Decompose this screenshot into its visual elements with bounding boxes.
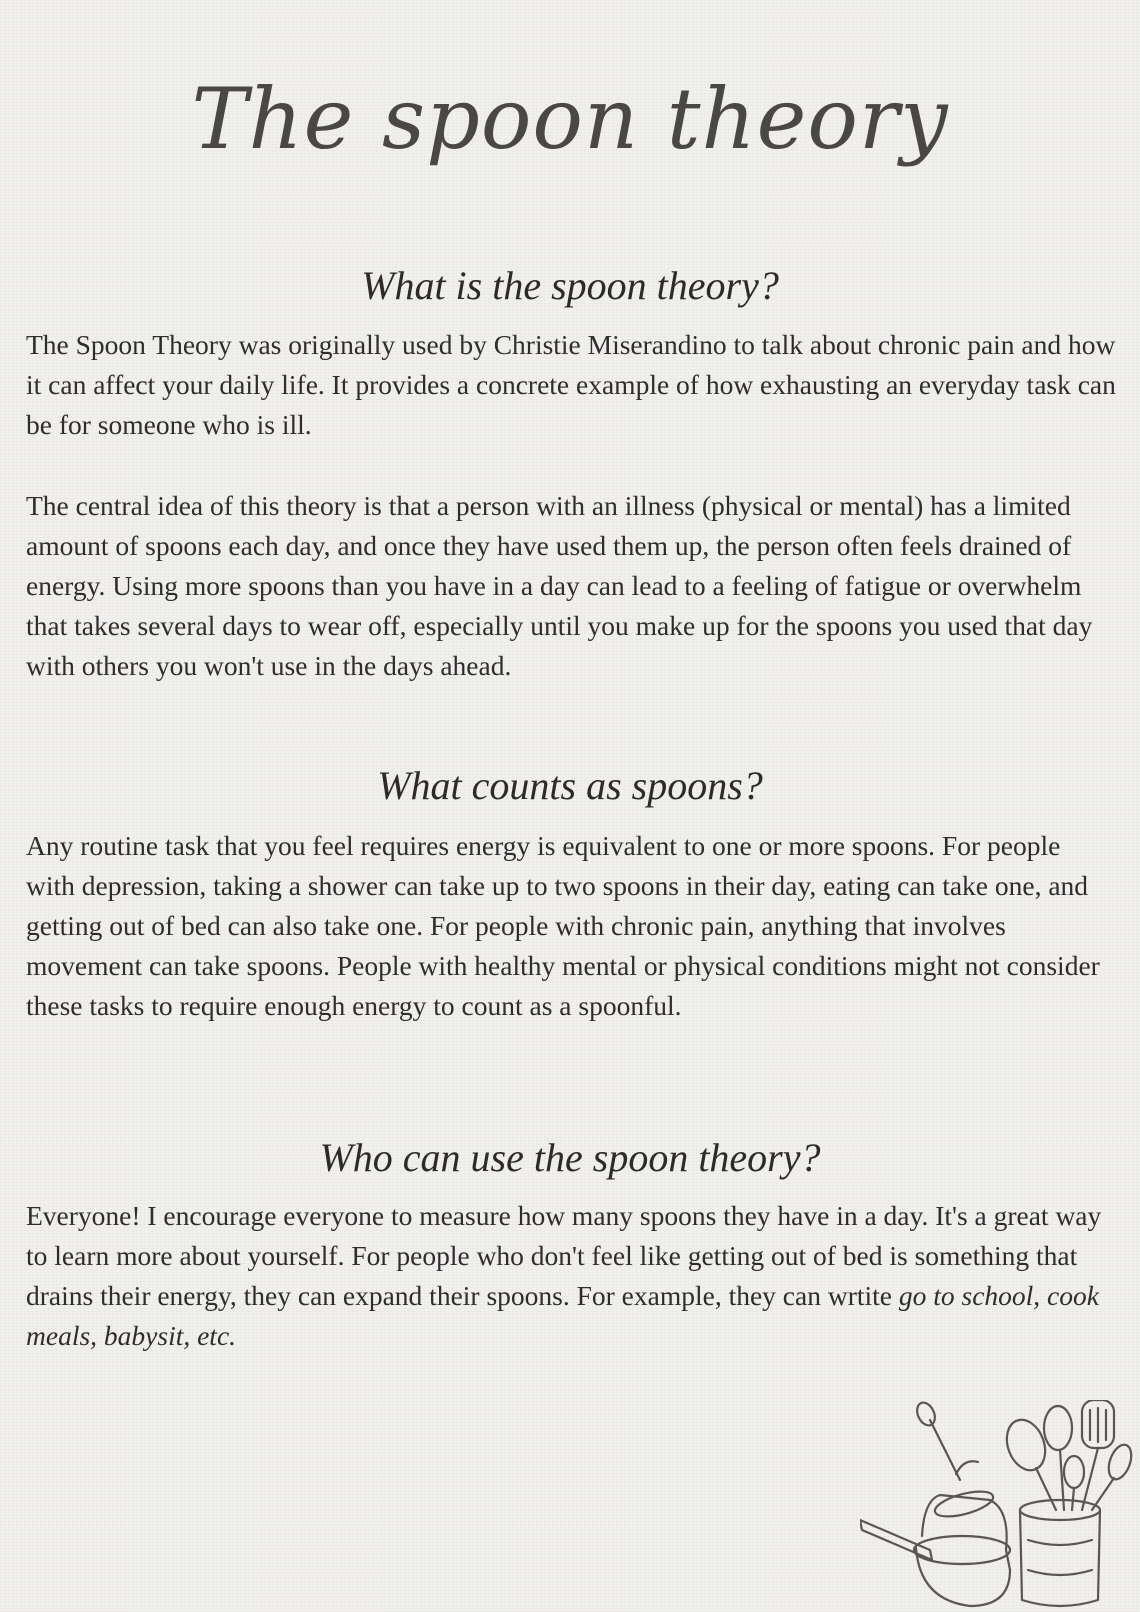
page-title: The spoon theory [191, 70, 949, 168]
examples-text: go to school, cook meals, babysit, etc. [26, 1280, 1099, 1351]
paragraph-what-is-2: The central idea of this theory is that a person with an illness (physical or mental) has a limited amount of spoons each day, and once they have used them up, the person often feels drained of energy. Using more spoons than you have in a day can lead to a feeling of fatigue or overwhelm that takes several days to wear off, especially until you make up for the spoons you used that day with others you won't use in the days ahead. [26, 490, 1093, 681]
heading-what-is: What is the spoon theory? [361, 263, 779, 308]
paragraph-what-is-1: The Spoon Theory was originally used by Christie Miserandino to talk about chronic pain and how it can affect your daily life. It provides a concrete example of how exhausting an everyday task can be for someone who is ill. [26, 329, 1116, 440]
kitchen-utensils-icon [860, 1400, 1140, 1612]
heading-what-counts: What counts as spoons? [377, 763, 763, 808]
paragraph-who-can-use-text: Everyone! I encourage everyone to measure how many spoons they have in a day. It's a great way to learn more about yourself. For people who don't feel like getting out of bed is something that drains their energy, they can expand their spoons. For example, they can wrtite [26, 1200, 1102, 1311]
paragraph-what-counts: Any routine task that you feel requires energy is equivalent to one or more spoons. For people with depression, taking a shower can take up to two spoons in their day, eating can take one, and getting out of bed can also take one. For people with chronic pain, anything that involves movement can take spoons. People with healthy mental or physical conditions might not consider these tasks to require enough energy to count as a spoonful. [26, 830, 1100, 1021]
paragraph-who-can-use [26, 1196, 1116, 1356]
heading-who-can-use: Who can use the spoon theory? [319, 1135, 821, 1180]
